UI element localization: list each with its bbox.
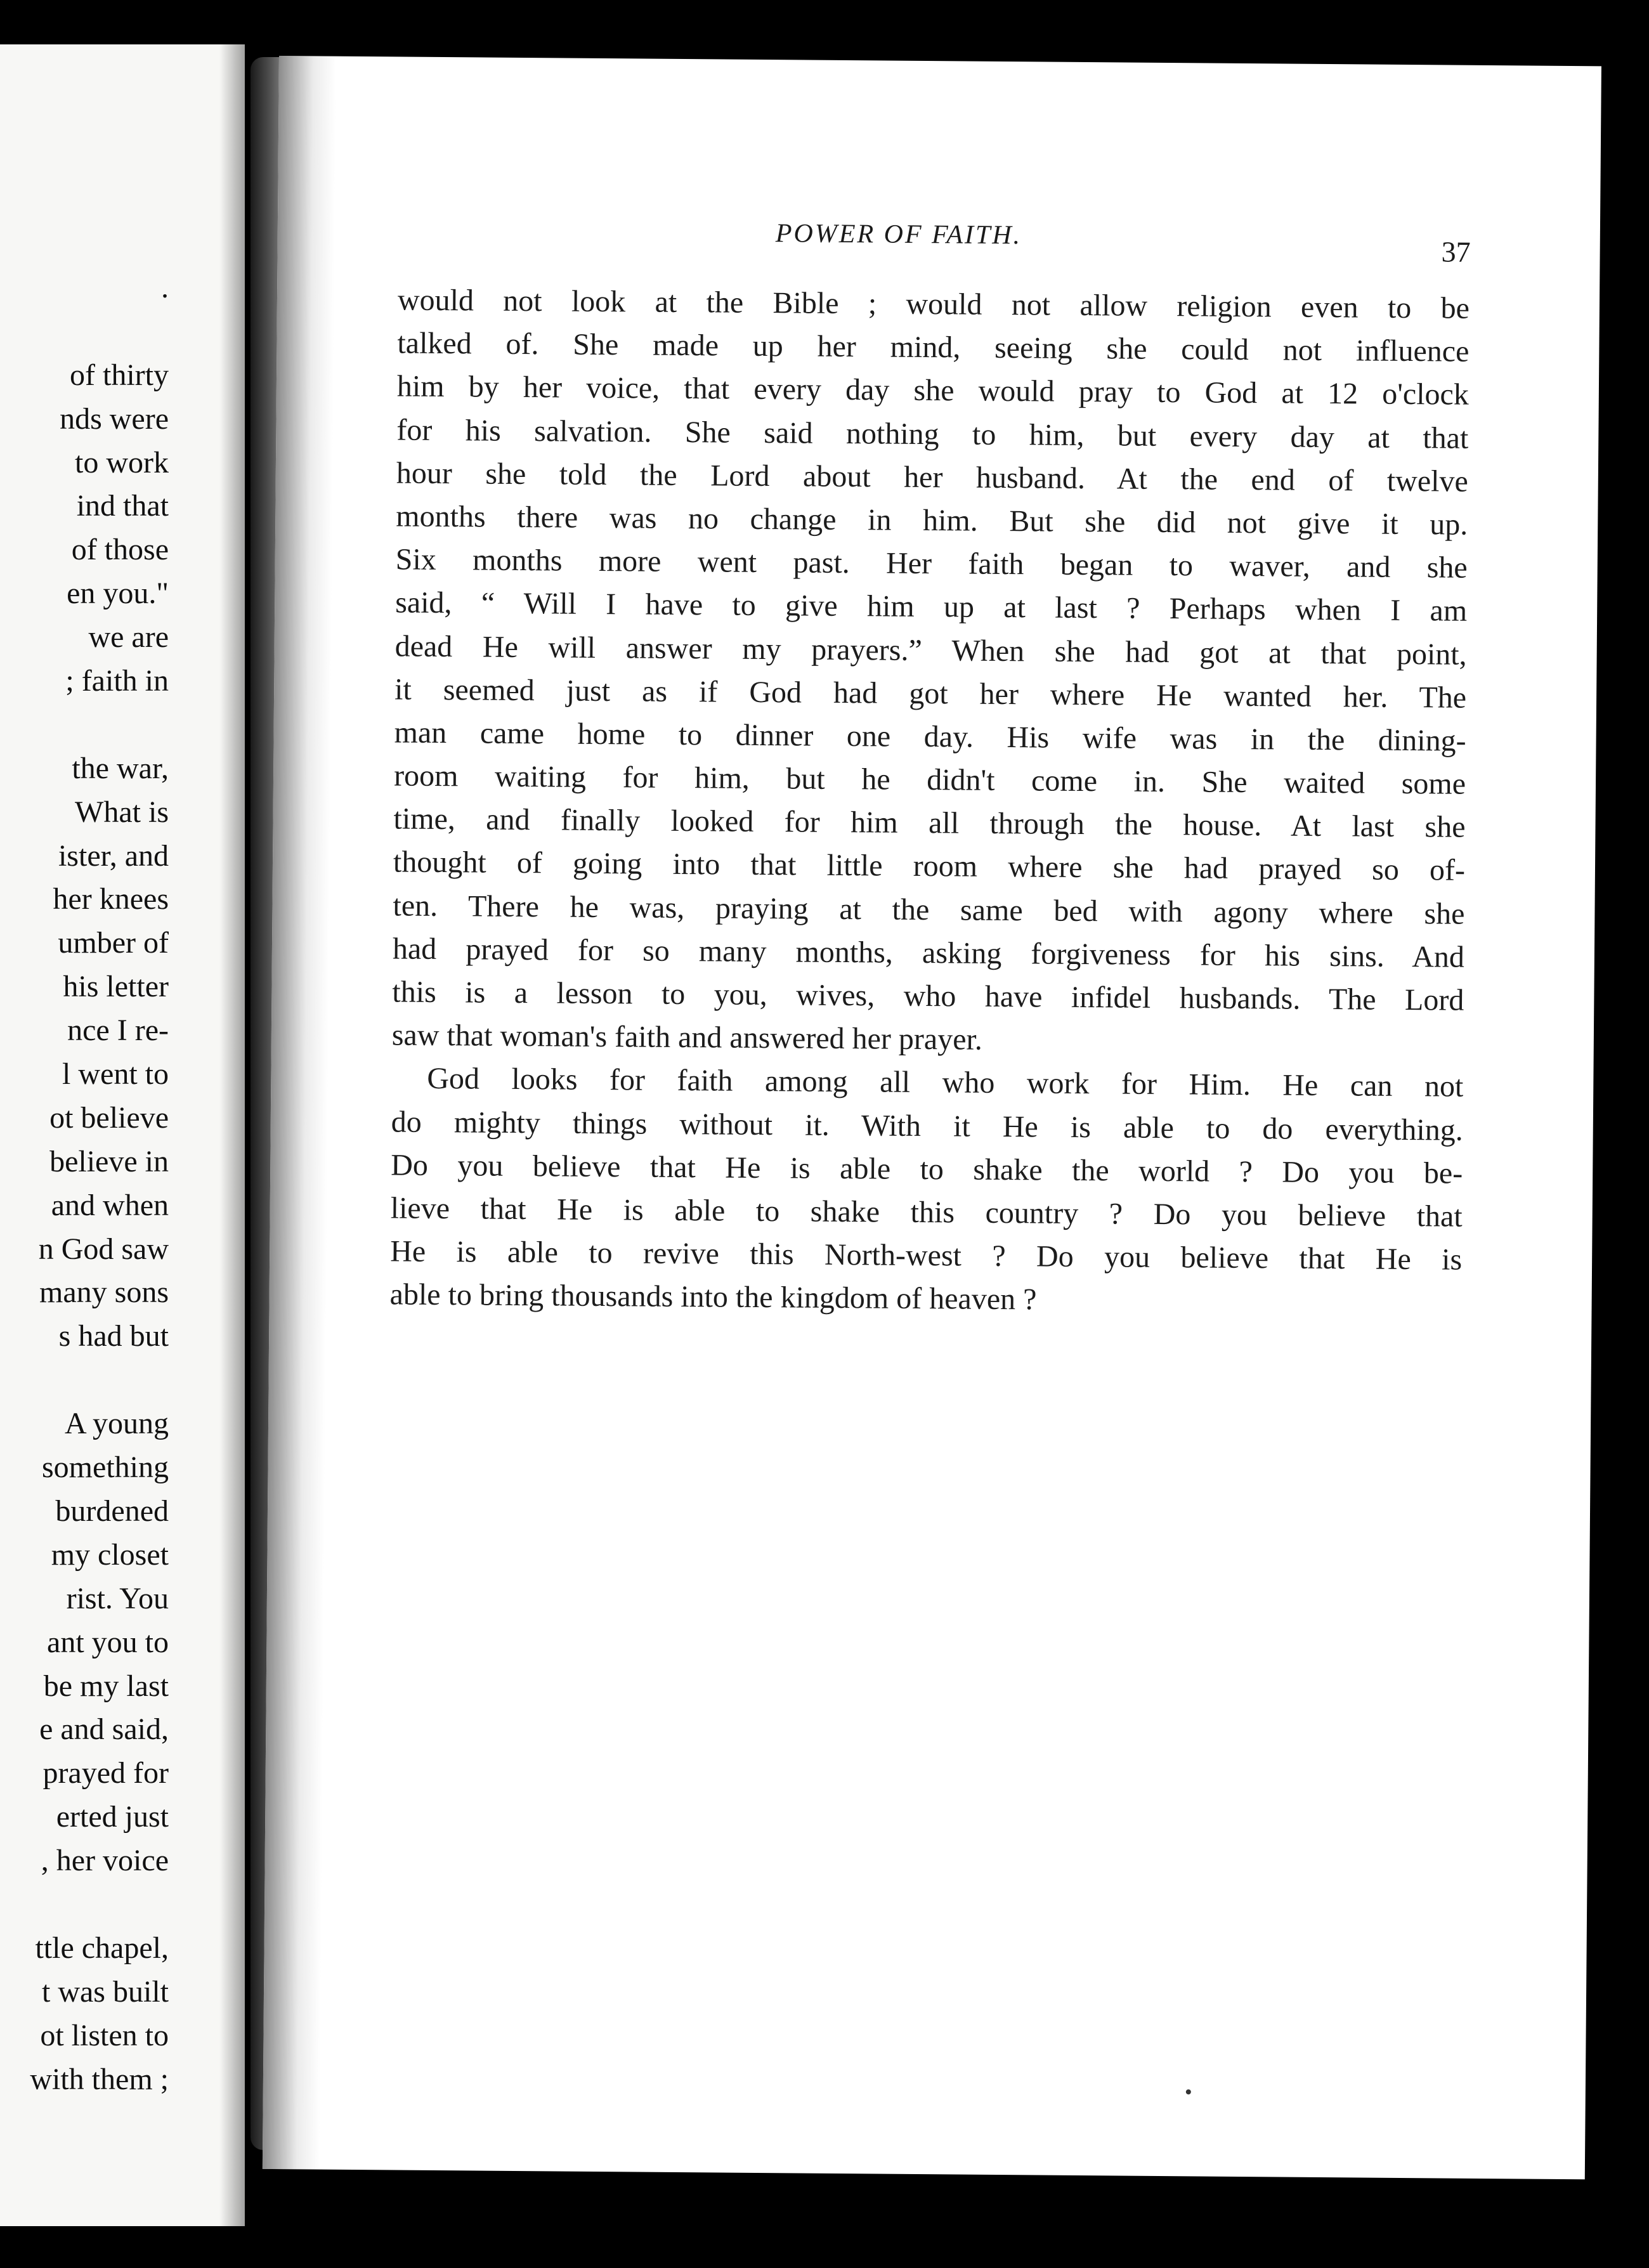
facing-page-line: and when bbox=[51, 1188, 169, 1222]
facing-page-line: ister, and bbox=[58, 838, 169, 873]
text-line: thought of going into that little room where she had prayed so of- bbox=[393, 845, 1466, 888]
facing-page-text bbox=[0, 266, 169, 2101]
speck bbox=[1186, 2089, 1191, 2094]
facing-page-line: l went to bbox=[62, 1057, 169, 1092]
facing-page-line: the war, bbox=[72, 751, 169, 785]
facing-page-line: ; faith in bbox=[65, 664, 169, 698]
facing-page-line: nds were bbox=[60, 401, 169, 436]
facing-page-line: be my last bbox=[43, 1669, 169, 1703]
facing-page-line: nce I re- bbox=[67, 1013, 169, 1048]
facing-page-line: . bbox=[161, 271, 169, 304]
facing-page-line: ant you to bbox=[47, 1625, 169, 1659]
text-line: had prayed for so many months, asking forgiveness for his sins. And bbox=[392, 932, 1465, 974]
facing-page-line: s had but bbox=[58, 1319, 169, 1353]
facing-page-line: e and said, bbox=[39, 1712, 169, 1747]
text-line: him by her voice, that every day she would pray to God at 12 o'clock bbox=[396, 369, 1470, 412]
facing-page-line: to work bbox=[75, 445, 169, 479]
facing-page-line: A young bbox=[64, 1407, 169, 1441]
facing-page-line: t was built bbox=[42, 1974, 169, 2009]
text-line: Six months more went past. Her faith began to waver, and she bbox=[395, 542, 1468, 585]
facing-page-line: of those bbox=[71, 533, 169, 567]
text-line: able to bring thousands into the kingdom of heaven ? bbox=[389, 1277, 1037, 1317]
facing-page-line: ot listen to bbox=[40, 2018, 169, 2052]
text-line: dead He will answer my prayers.” When she had got at that point, bbox=[394, 629, 1467, 672]
facing-page-line: ot believe bbox=[49, 1100, 169, 1135]
facing-page-line: we are bbox=[88, 620, 169, 655]
text-line: He is able to revive this North-west ? Do you believe that He is bbox=[389, 1234, 1463, 1277]
text-line: talked of. She made up her mind, seeing she could not influence bbox=[397, 326, 1470, 368]
facing-page-line: my closet bbox=[51, 1537, 169, 1572]
facing-page-line: with them ; bbox=[30, 2062, 169, 2096]
text-line: time, and finally looked for him all through the house. At last she bbox=[393, 802, 1466, 844]
paragraph bbox=[392, 278, 1470, 1066]
facing-page-line: his letter bbox=[63, 970, 169, 1004]
body-text bbox=[389, 278, 1470, 1325]
paragraph bbox=[389, 1057, 1463, 1325]
facing-page-line: ttle chapel, bbox=[35, 1931, 169, 1965]
facing-page-line: What is bbox=[75, 795, 169, 829]
text-line: this is a lesson to you, wives, who have infidel husbands. The Lord bbox=[392, 975, 1464, 1017]
facing-page-line: rist. You bbox=[66, 1581, 169, 1615]
facing-page-line bbox=[0, 1883, 169, 1927]
text-line: ten. There he was, praying at the same bed with agony where she bbox=[393, 889, 1465, 931]
facing-page-left bbox=[0, 44, 245, 2226]
facing-page-line: en you." bbox=[67, 577, 169, 611]
text-line: it seemed just as if God had got her where He wanted her. The bbox=[394, 672, 1467, 715]
page-37 bbox=[263, 56, 1601, 2179]
facing-page-line bbox=[0, 310, 169, 354]
text-line: Do you believe that He is able to shake the world ? Do you be- bbox=[391, 1148, 1463, 1190]
facing-page-line bbox=[0, 1359, 169, 1402]
facing-page-line: something bbox=[42, 1450, 169, 1485]
facing-page-line: believe in bbox=[49, 1144, 169, 1178]
text-line: man came home to dinner one day. His wife was in the dining- bbox=[394, 715, 1466, 758]
text-line: hour she told the Lord about her husband. At the end of twelve bbox=[396, 456, 1468, 499]
text-line: said, “ Will I have to give him up at last ? Perhaps when I am bbox=[395, 585, 1468, 629]
facing-page-line: many sons bbox=[39, 1275, 169, 1310]
facing-page-line: erted just bbox=[56, 1800, 169, 1834]
facing-page-line: prayed for bbox=[42, 1756, 169, 1790]
text-line: saw that woman's faith and answered her prayer. bbox=[391, 1018, 983, 1057]
facing-page-line: of thirty bbox=[70, 358, 169, 392]
facing-page-line bbox=[0, 703, 169, 747]
facing-page-line: , her voice bbox=[41, 1844, 169, 1878]
text-line: months there was no change in him. But she did not give it up. bbox=[396, 499, 1468, 542]
text-line: for his salvation. She said nothing to him, but every day at that bbox=[396, 413, 1469, 455]
facing-page-line: n God saw bbox=[38, 1232, 169, 1266]
facing-page-line: ind that bbox=[76, 489, 169, 523]
text-line: room waiting for him, but he didn't come in. She waited some bbox=[393, 759, 1466, 801]
text-line: lieve that He is able to shake this country ? Do you believe that bbox=[390, 1191, 1463, 1234]
page-number: 37 bbox=[1441, 235, 1471, 268]
text-line: do mighty things without it. With it He is able to do everything. bbox=[391, 1105, 1463, 1147]
facing-page-line: umber of bbox=[58, 926, 169, 960]
gutter-shadow bbox=[219, 44, 245, 2226]
text-line: would not look at the Bible ; would not allow religion even to be bbox=[397, 283, 1470, 325]
running-head: POWER OF FAITH. bbox=[775, 219, 1022, 251]
text-line: God looks for faith among all who work for Him. He can not bbox=[427, 1062, 1464, 1104]
facing-page-line: her knees bbox=[53, 882, 169, 916]
facing-page-line: burdened bbox=[55, 1494, 169, 1528]
